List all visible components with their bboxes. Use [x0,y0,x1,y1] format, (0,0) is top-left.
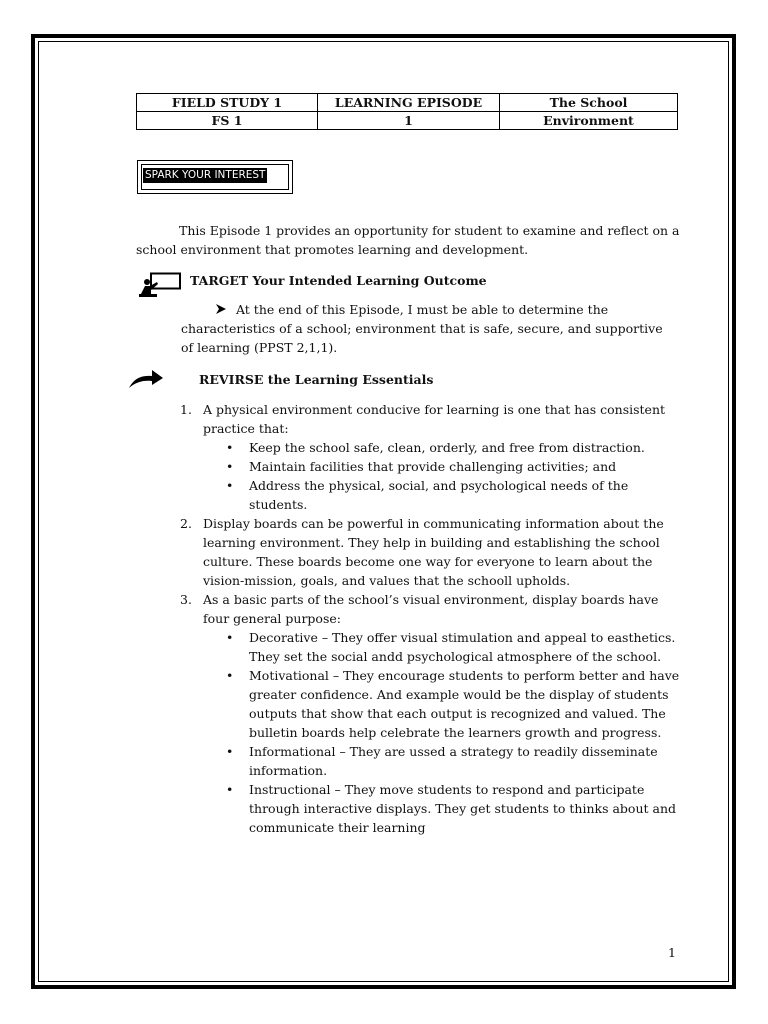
header-cell: Environment [500,112,678,130]
essentials-list [180,400,680,837]
sub-item: • Informational – They are ussed a strategy to readily disseminate information. [249,742,680,780]
sub-item: • Motivational – They encourage students to perform better and have greater confidence. And example would be the display of students outputs that show that each output is recognized and valued. The bulletin boards help celebrate the learners growth and progress. [249,666,680,742]
essential-number: 3. [180,592,192,607]
header-cell: FS 1 [137,112,318,130]
essential-number: 1. [180,402,192,417]
target-heading: TARGET Your Intended Learning Outcome [190,273,487,288]
sub-list [203,628,680,837]
spark-label: SPARK YOUR INTEREST [145,169,266,181]
page-number: 1 [668,945,676,960]
target-text-line-3: of learning (PPST 2,1,1). [181,340,338,355]
target-text-line-2: characteristics of a school; environment that is safe, secure, and supportive [181,321,663,336]
sub-item: • Address the physical, social, and psychological needs of the students. [249,476,680,514]
essential-text: A physical environment conducive for learning is one that has consistent practice that: [203,402,666,436]
sub-item: • Instructional – They move students to respond and participate through interactive displays. They get students to thinks about and communicate their learning [249,780,680,837]
revirse-heading: REVIRSE the Learning Essentials [199,372,434,387]
header-cell: The School [500,94,678,112]
sub-item: • Decorative – They offer visual stimulation and appeal to easthetics. They set the social andd psychological atmosphere of the school. [249,628,680,666]
sub-list [203,438,680,514]
essential-text: Display boards can be powerful in communicating information about the learning environment. They help in building and establishing the school culture. These boards become one way for everyone to learn about the vision-mission, goals, and values that the schooll upholds. [203,516,664,588]
header-row [137,112,678,130]
arrowhead-bullet-icon [215,303,227,315]
essential-item [180,400,680,514]
header-table [136,93,678,130]
sub-item: • Keep the school safe, clean, orderly, and free from distraction. [249,438,680,457]
teacher-board-icon [139,272,183,298]
header-row [137,94,678,112]
essential-item [180,590,680,837]
header-cell: 1 [318,112,500,130]
spark-box [137,160,293,194]
header-cell: FIELD STUDY 1 [137,94,318,112]
essential-item [180,514,680,590]
header-cell: LEARNING EPISODE [318,94,500,112]
sub-item: • Maintain facilities that provide challenging activities; and [249,457,680,476]
essential-number: 2. [180,516,192,531]
curved-arrow-icon [128,368,164,390]
target-text-line-1: At the end of this Episode, I must be able to determine the [236,302,609,317]
intro-paragraph: This Episode 1 provides an opportunity for student to examine and reflect on a school environment that promotes learning and development. [136,223,680,257]
essential-text: As a basic parts of the school’s visual environment, display boards have four general purpose: [203,592,659,626]
